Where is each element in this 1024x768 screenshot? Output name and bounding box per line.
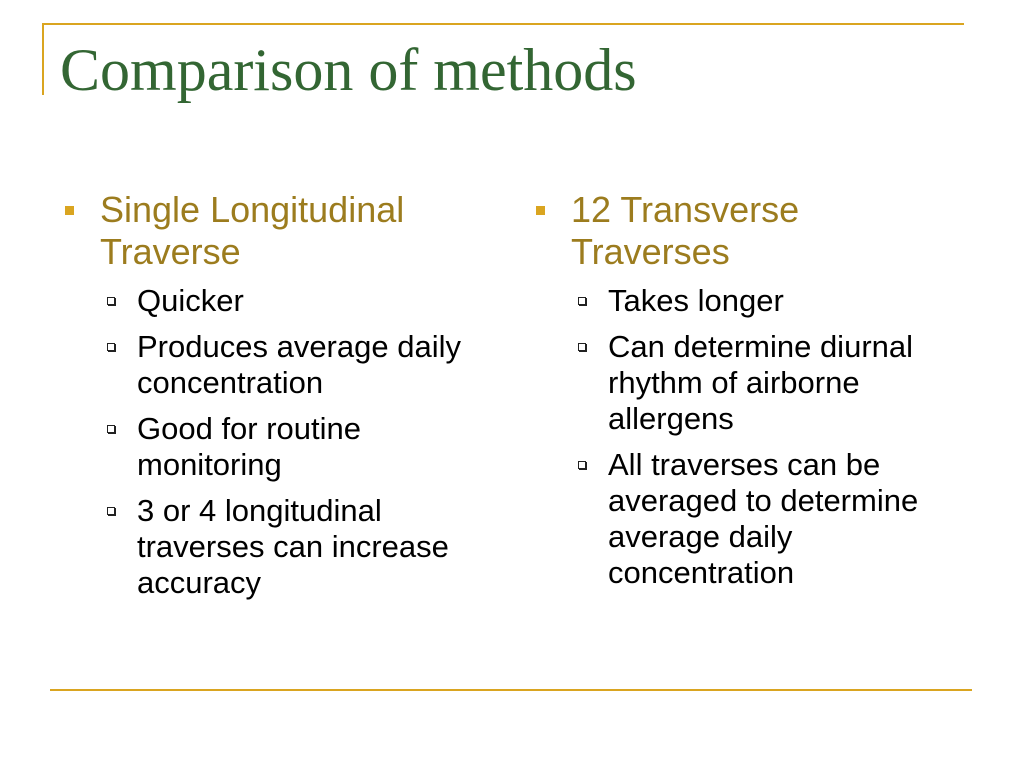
list-item-text: All traverses can be averaged to determine average daily concentration: [608, 447, 919, 590]
list-item: [65, 329, 480, 401]
left-accent-rule: [42, 23, 44, 95]
box-bullet-icon: [107, 297, 115, 305]
list-item-text: Good for routine monitoring: [137, 411, 362, 482]
box-bullet-icon: [578, 461, 586, 469]
box-bullet-icon: [107, 425, 115, 433]
column-heading: [65, 189, 480, 273]
list-item-text: Can determine diurnal rhythm of airborne allergens: [608, 329, 914, 436]
filled-square-bullet-icon: [65, 206, 74, 215]
list-item: [65, 493, 480, 601]
top-accent-rule: [42, 23, 964, 25]
filled-square-bullet-icon: [536, 206, 545, 215]
sub-bullet-list: [536, 283, 956, 591]
list-item-text: Quicker: [137, 283, 244, 318]
column-single-longitudinal: [65, 189, 485, 611]
column-transverse: [536, 189, 956, 601]
list-item: [65, 283, 480, 319]
slide-title: Comparison of methods: [60, 37, 637, 103]
bottom-accent-rule: [50, 689, 972, 691]
list-item-text: Produces average daily concentration: [137, 329, 461, 400]
sub-bullet-list: [65, 283, 485, 601]
box-bullet-icon: [578, 297, 586, 305]
column-heading-text: Single Longitudinal Traverse: [100, 189, 405, 272]
column-heading: [536, 189, 951, 273]
box-bullet-icon: [107, 507, 115, 515]
box-bullet-icon: [578, 343, 586, 351]
list-item: [65, 411, 480, 483]
list-item: [536, 283, 951, 319]
box-bullet-icon: [107, 343, 115, 351]
column-heading-text: 12 Transverse Traverses: [571, 189, 800, 272]
list-item: [536, 447, 951, 591]
list-item: [536, 329, 951, 437]
list-item-text: Takes longer: [608, 283, 784, 318]
list-item-text: 3 or 4 longitudinal traverses can increase accuracy: [137, 493, 449, 600]
